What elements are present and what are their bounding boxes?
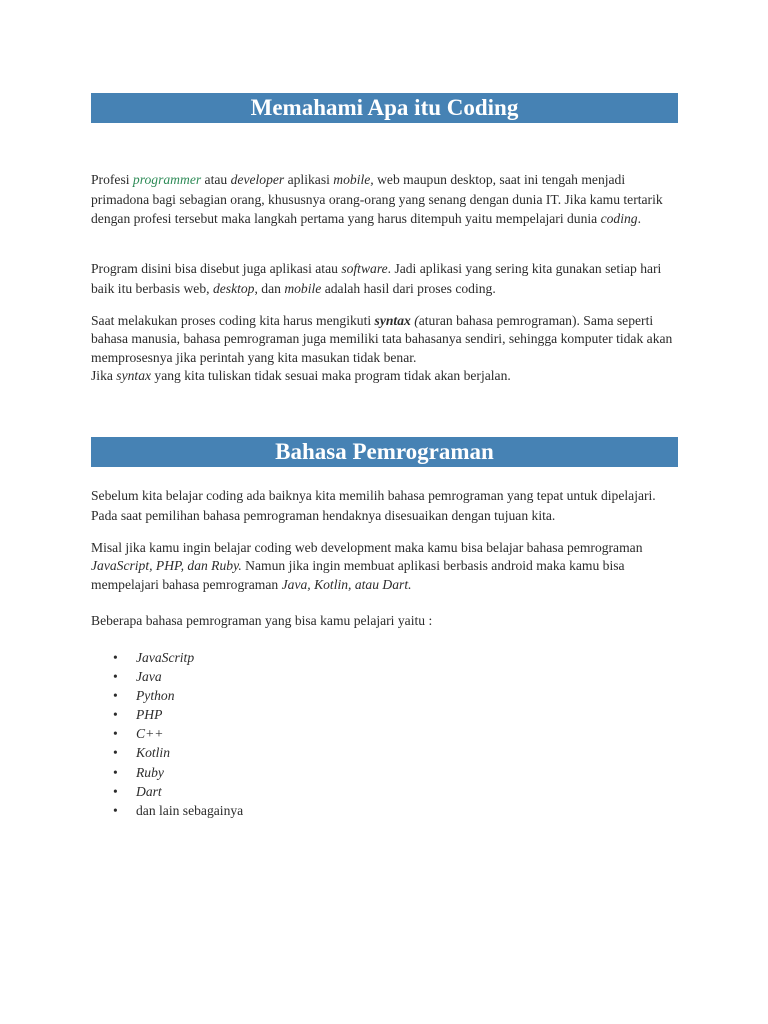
text-run: , dan: [254, 280, 285, 296]
list-item: • PHP: [91, 705, 243, 724]
text-run: Misal jika kamu ingin belajar coding web development maka kamu bisa belajar bahasa pemrograman: [91, 540, 643, 555]
list-intro-paragraph: Beberapa bahasa pemrograman yang bisa kamu pelajari yaitu :: [91, 613, 433, 628]
developer-text: developer: [230, 172, 285, 187]
text-run: aturan bahasa pemrograman). Sama seperti bahasa manusia, bahasa pemrograman juga memiliki tata bahasanya sendiri, sehingga komputer tidak akan memprosesnya jika perintah yang kita masukan tidak benar.: [91, 313, 673, 365]
android-languages-text: Java, Kotlin, atau Dart.: [281, 576, 412, 592]
text-run: Profesi: [91, 172, 133, 187]
web-languages-text: JavaScript, PHP, dan Ruby.: [91, 558, 242, 574]
programmer-link-text: programmer: [132, 172, 202, 187]
section-heading-bahasa: Bahasa Pemrograman: [91, 437, 678, 467]
text-run: web maupun desktop, saat ini tengah menjadi primadona bagi sebagian orang, khususnya orang-orang yang senang dengan dunia IT. Jika kamu tertarik dengan profesi tersebut maka langkah pertama yang harus ditempuh yaitu mempelajari dunia: [91, 172, 663, 226]
text-run: .: [637, 211, 641, 226]
mobile-text: mobile,: [333, 172, 374, 187]
list-item: • dan lain sebagainya: [91, 801, 243, 820]
program-paragraph: [91, 259, 681, 298]
mobile-text: mobile: [284, 280, 322, 296]
software-text: software: [341, 261, 388, 276]
text-run: adalah hasil dari proses coding.: [321, 280, 496, 296]
choose-language-paragraph: Sebelum kita belajar coding ada baiknya kita memilih bahasa pemrograman yang tepat untuk dipelajari. Pada saat pemilihan bahasa pemrograman hendaknya disesuaikan dengan tujuan kita.: [91, 488, 656, 523]
list-item: • Python: [91, 686, 243, 705]
text-run: Jika: [91, 368, 117, 384]
intro-paragraph: [91, 170, 681, 229]
text-run: atau: [201, 172, 231, 187]
text-run: aplikasi: [284, 172, 334, 187]
list-item: • Java: [91, 667, 243, 686]
coding-text: coding: [600, 211, 638, 226]
list-item: • Dart: [91, 782, 243, 801]
text-run: (: [410, 313, 419, 328]
syntax-paragraph: [91, 312, 681, 386]
language-list: [91, 648, 243, 820]
text-run: yang kita tuliskan tidak sesuai maka program tidak akan berjalan.: [151, 368, 511, 384]
list-item: • JavaScritp: [91, 648, 243, 667]
section-heading-coding: Memahami Apa itu Coding: [91, 93, 678, 123]
text-run: Saat melakukan proses coding kita harus mengikuti: [91, 313, 375, 328]
desktop-text: desktop: [212, 280, 255, 296]
text-run: Namun jika ingin membuat aplikasi berbasis android maka kamu bisa mempelajari bahasa pemrograman: [91, 558, 625, 592]
text-run: Program disini bisa disebut juga aplikasi atau: [91, 261, 342, 276]
list-item: • C++: [91, 724, 243, 743]
text-run: . Jadi aplikasi yang sering kita gunakan setiap hari baik itu berbasis web,: [91, 261, 662, 296]
syntax-text: syntax: [116, 368, 152, 384]
list-item: • Kotlin: [91, 743, 243, 762]
syntax-text: syntax: [374, 313, 411, 328]
list-item: • Ruby: [91, 763, 243, 782]
example-paragraph: [91, 539, 681, 594]
